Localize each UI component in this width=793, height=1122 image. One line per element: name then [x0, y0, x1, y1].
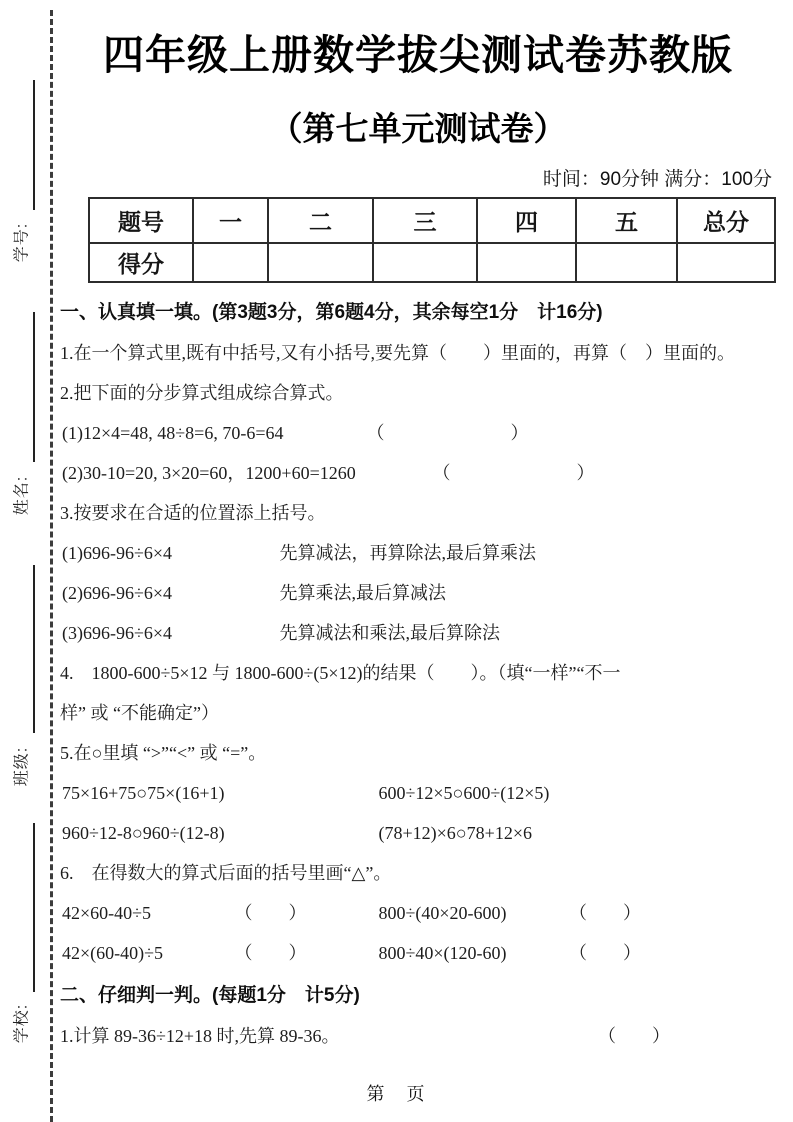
score-cell-3[interactable]: [373, 243, 477, 282]
score-cell-5[interactable]: [576, 243, 677, 282]
question-3-item-3: [60, 620, 776, 647]
question-5-comparison-3[interactable]: 960÷12-8○960÷(12-8): [62, 823, 225, 843]
student-id-write-line[interactable]: [33, 80, 35, 210]
question-2-item-1-expression: (1)12×4=48, 48÷8=6, 70-6=64: [62, 423, 284, 443]
question-6-expression-3: 42×(60-40)÷5: [62, 943, 164, 963]
section-2-heading: 二、仔细判一判。(每题1分 计5分): [60, 985, 360, 1006]
question-3-item-1-rule: 先算减法，再算除法,最后算乘法: [279, 543, 536, 563]
question-5-comparison-4[interactable]: (78+12)×6○78+12×6: [378, 823, 532, 843]
school-write-line[interactable]: [33, 823, 35, 992]
column-header-total: 总分: [677, 198, 775, 243]
question-6-stem: 6. 在得数大的算式后面的括号里画“△”。: [60, 863, 392, 883]
question-2-item-1-answer-blank[interactable]: （ ）: [366, 423, 529, 443]
score-cell-2[interactable]: [268, 243, 373, 282]
section-1-heading: 一、认真填一填。(第3题3分，第6题4分，其余每空1分 计16分): [60, 302, 603, 323]
question-6-blank-4[interactable]: （ ）: [569, 943, 641, 963]
sidebar-label-school: 学校:: [13, 1003, 31, 1044]
question-3-item-2: [60, 580, 776, 607]
question-6-blank-2[interactable]: （ ）: [569, 903, 641, 923]
sidebar-label-student-id: 学号:: [13, 222, 31, 263]
exam-meta: 时间：90分钟 满分：100分: [542, 169, 772, 190]
question-3-item-1: [60, 540, 776, 567]
score-cell-1[interactable]: [193, 243, 268, 282]
score-table-score-row: [89, 243, 775, 282]
margin-dashed-line: [50, 10, 53, 1122]
question-2-stem: 2.把下面的分步算式组成综合算式。: [60, 383, 344, 403]
score-cell-total[interactable]: [677, 243, 775, 282]
question-6-expression-4: 800÷40×(120-60): [378, 943, 507, 963]
question-1: 1.在一个算式里,既有中括号,又有小括号,要先算（ ）里面的，再算（ ）里面的。: [60, 343, 735, 363]
question-6-expression-1: 42×60-40÷5: [62, 903, 152, 923]
question-2-item-1: [60, 420, 776, 447]
question-3-item-3-expression[interactable]: (3)696-96÷6×4: [62, 623, 173, 643]
sidebar-label-class: 班级:: [13, 746, 31, 787]
score-row-label-cell: 得分: [89, 243, 193, 282]
page-title: 四年级上册数学拔尖测试卷苏教版: [103, 32, 733, 78]
question-6-blank-1[interactable]: （ ）: [234, 903, 307, 923]
question-2-item-2-answer-blank[interactable]: （ ）: [432, 463, 595, 483]
question-6-expression-2: 800÷(40×20-600): [378, 903, 507, 923]
question-5-comparison-2[interactable]: 600÷12×5○600÷(12×5): [378, 783, 550, 803]
paper-content: [60, 16, 776, 1063]
question-6-blank-3[interactable]: （ ）: [234, 943, 307, 963]
judge-question-1-answer-blank[interactable]: （ ）: [598, 1026, 670, 1046]
question-number-header-cell: 题号: [89, 198, 193, 243]
sidebar-label-name: 姓名:: [13, 475, 31, 516]
score-table: [88, 197, 776, 283]
score-cell-4[interactable]: [477, 243, 576, 282]
question-5-row-1: [60, 780, 776, 807]
page-subtitle: （第七单元测试卷）: [269, 110, 567, 147]
question-3-item-3-rule: 先算减法和乘法,最后算除法: [279, 623, 500, 643]
judge-question-1: [60, 1023, 776, 1050]
column-header-5: 五: [576, 198, 677, 243]
question-5-row-2: [60, 820, 776, 847]
column-header-3: 三: [373, 198, 477, 243]
judge-question-1-text: 1.计算 89-36÷12+18 时,先算 89-36。: [60, 1026, 340, 1046]
question-3-item-1-expression[interactable]: (1)696-96÷6×4: [62, 543, 173, 563]
question-3-stem: 3.按要求在合适的位置添上括号。: [60, 503, 326, 523]
name-write-line[interactable]: [33, 312, 35, 462]
question-3-item-2-expression[interactable]: (2)696-96÷6×4: [62, 583, 173, 603]
question-4-line-2: 样” 或 “不能确定”）: [60, 703, 219, 723]
question-5-comparison-1[interactable]: 75×16+75○75×(16+1): [62, 783, 225, 803]
question-5-stem: 5.在○里填 “>”“<” 或 “=”。: [60, 743, 267, 763]
score-table-header-row: [89, 198, 775, 243]
question-6-row-1: [60, 900, 776, 927]
class-write-line[interactable]: [33, 565, 35, 733]
column-header-1: 一: [193, 198, 268, 243]
question-6-row-2: [60, 940, 776, 967]
column-header-2: 二: [268, 198, 373, 243]
page-footer: 第 页: [366, 1084, 427, 1104]
question-4-line-1: 4. 1800-600÷5×12 与 1800-600÷(5×12)的结果（ ）。（填“一样”“不一: [60, 663, 621, 683]
question-2-item-2-expression: (2)30-10=20, 3×20=60，1200+60=1260: [62, 463, 356, 483]
question-3-item-2-rule: 先算乘法,最后算减法: [279, 583, 446, 603]
question-2-item-2: [60, 460, 776, 487]
column-header-4: 四: [477, 198, 576, 243]
